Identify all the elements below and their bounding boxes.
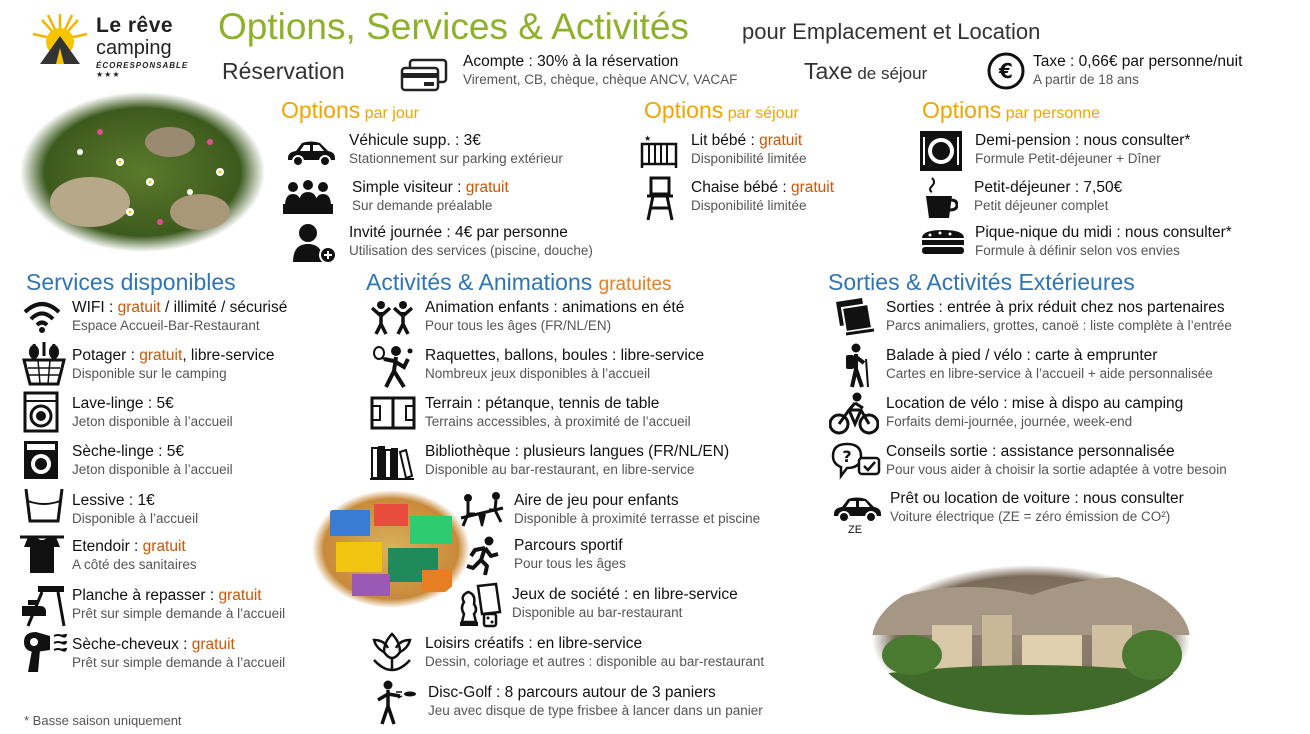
sorties-item-4 [886,442,1227,478]
item-title: Parcours sportif [514,537,623,554]
gratuit-label: gratuit [191,636,235,653]
item-value: : [205,587,219,604]
dryer-icon [23,440,59,480]
item-title: Lessive [72,492,125,509]
gratuit-label: gratuit [218,587,262,604]
item-title: Véhicule supp. [349,132,451,149]
item-sub: Pour tous les âges (FR/NL/EN) [425,318,612,333]
activites-item-6 [514,536,626,572]
dinner-plate-icon [920,131,962,171]
services-item-4 [72,442,233,478]
gratuit-label: gratuit [117,299,161,316]
item-sub: Sur demande préalable [352,198,493,213]
item-title: Simple visiteur [352,179,453,196]
item-sub: Formule à définir selon vos envies [975,243,1180,258]
item-title: Animation enfants [425,299,550,316]
services-item-6 [72,537,197,573]
item-value: : [126,347,140,364]
item-sub: Espace Accueil-Bar-Restaurant [72,318,260,333]
item-sub: Disponible au bar-restaurant [512,605,683,620]
item-title: Loisirs créatifs [425,635,525,652]
ze-label: ZE [848,524,863,536]
item-title: WIFI [72,299,105,316]
options-personne-item-2 [974,178,1122,214]
item-after: , libre-service [182,347,275,364]
item-value: : [452,179,466,196]
services-item-1 [72,298,287,334]
services-heading: Services disponibles [26,269,236,295]
vegetable-basket-icon [22,342,66,386]
item-sub: A côté des sanitaires [72,557,197,572]
item-value: : 5€ [153,443,185,460]
item-title: Lit bébé [691,132,747,149]
baby-bed-icon [640,132,678,168]
item-title: Demi-pension [975,132,1071,149]
options-jour-heading [281,97,419,124]
item-title: Terrain [425,395,473,412]
item-after: / illimité / sécurisé [160,299,288,316]
tickets-icon [832,296,876,336]
item-value: : 7,50€ [1070,179,1123,196]
item-title: Balade à pied / vélo [886,347,1023,364]
options-jour-item-2 [352,178,509,214]
electric-car-icon [830,496,884,538]
flowers-photo [20,92,265,252]
page-subtitle: pour Emplacement et Location [742,19,1041,44]
gratuit-label: gratuit [139,347,183,364]
item-sub: Parcs animaliers, grottes, canoë : liste complète à l’entrée [886,318,1232,333]
item-sub: Utilisation des services (piscine, douche) [349,243,593,258]
activites-item-9 [428,683,763,719]
item-value: : 4€ par personne [442,224,568,241]
item-title: Sèche-cheveux [72,636,179,653]
item-sub: Dessin, coloriage et autres : disponible au bar-restaurant [425,654,765,669]
options-personne-suffix: par personne [1001,105,1100,122]
acompte-sub: Virement, CB, chèque, chèque ANCV, VACAF [463,72,738,87]
item-title: Jeux de société [512,586,620,603]
sandwich-icon [920,228,966,256]
gratuit-label: gratuit [790,179,835,196]
item-value: : 5€ [143,395,174,412]
item-value: : libre-service [607,347,705,364]
item-value: : nous consulter [1070,490,1184,507]
books-icon [370,444,414,480]
logo-line2: camping [96,37,172,59]
svg-text:€: € [999,59,1013,83]
item-value: : en libre-service [619,586,738,603]
item-sub: Terrains accessibles, à proximité de l’accueil [425,414,691,429]
logo-line1: Le rêve [96,14,174,37]
sun-logo-icon [28,10,92,68]
item-value: : nous consulter* [1070,132,1191,149]
activites-item-7 [512,585,738,621]
options-personne-title: Options [922,97,1002,123]
item-title: Lave-linge [72,395,144,412]
taxe-heading [804,58,927,85]
item-sub: Voiture électrique (ZE = zéro émission de CO²) [890,509,1171,524]
item-title: Location de vélo [886,395,999,412]
item-title: Potager [72,347,127,364]
activites-item-4 [425,442,729,478]
bicycle-icon [829,392,879,436]
detergent-icon [24,487,64,523]
washing-machine-icon [23,391,59,433]
board-games-photo [312,490,470,608]
options-personne-item-3 [975,223,1232,259]
sorties-item-5 [890,489,1184,525]
item-sub: Pour tous les âges [514,556,626,571]
item-value: : 3€ [450,132,481,149]
options-jour-item-1 [349,131,563,167]
item-title: Sèche-linge [72,443,154,460]
services-item-7 [72,586,285,622]
item-sub: Disponible à l’accueil [72,511,199,526]
board-game-icon [456,582,502,628]
credit-card-icon [400,58,450,92]
page-title: Options, Services & Activités [218,6,689,47]
activites-item-5 [514,491,760,527]
clothesline-icon [20,533,64,575]
gratuit-label: gratuit [465,179,509,196]
services-item-5 [72,491,198,527]
hair-dryer-icon [20,630,68,674]
item-value: : 1€ [124,492,155,509]
taxe-title: Taxe [1033,53,1066,70]
taxe-heading-main: Taxe [804,58,853,84]
car-icon [284,140,338,166]
item-sub: Disponible au bar-restaurant, en libre-service [425,462,695,477]
sorties-item-2 [886,346,1213,382]
item-title: Petit-déjeuner [974,179,1071,196]
taxe-sub: A partir de 18 ans [1033,72,1139,87]
item-title: Sorties [886,299,935,316]
acompte-value: : 30% à la réservation [524,53,679,70]
item-value: : entrée à prix réduit chez nos partenaires [934,299,1225,316]
activites-item-2 [425,346,704,382]
item-value: : 8 parcours autour de 3 paniers [491,684,716,701]
runner-icon [465,536,501,576]
iron-board-icon [20,582,68,628]
options-sejour-item-1 [691,131,807,167]
village-photo [872,565,1190,715]
field-icon [370,396,416,430]
item-title: Invité journée [349,224,443,241]
activites-item-1 [425,298,684,334]
item-value: : assistance personnalisée [987,443,1175,460]
item-sub: Disponibilité limitée [691,198,807,213]
activites-title-suffix: gratuites [598,274,672,295]
children-icon [370,300,414,336]
item-title: Pique-nique du midi [975,224,1113,241]
item-sub: Prêt sur simple demande à l’accueil [72,655,286,670]
item-sub: Jeton disponible à l’accueil [72,462,233,477]
acompte-title: Acompte [463,53,525,70]
options-sejour-item-2 [691,178,834,214]
taxe-value: : 0,66€ par personne/nuit [1065,53,1243,70]
item-sub: Stationnement sur parking extérieur [349,151,563,166]
item-title: Aire de jeu pour enfants [514,492,679,509]
services-item-3 [72,394,233,430]
item-sub: Pour vous aider à choisir la sortie adaptée à votre besoin [886,462,1227,477]
activites-item-8 [425,634,764,670]
item-value: : plusieurs langues (FR/NL/EN) [510,443,730,460]
sorties-heading: Sorties & Activités Extérieures [828,269,1135,295]
footnote: * Basse saison uniquement [24,713,182,728]
disc-golf-icon [376,680,426,726]
playground-icon [459,492,505,528]
item-title: Raquettes, ballons, boules [425,347,608,364]
item-sub: Nombreux jeux disponibles à l’accueil [425,366,651,381]
gratuit-label: gratuit [142,538,186,555]
item-title: Prêt ou location de voiture [890,490,1071,507]
advice-chat-icon [831,442,881,480]
options-jour-suffix: par jour [360,105,419,122]
services-item-8 [72,635,285,671]
euro-icon [987,52,1025,90]
item-value: : animations en été [549,299,685,316]
logo [28,10,198,79]
visitors-icon [283,180,333,216]
high-chair-icon [645,176,675,222]
item-title: Chaise bébé [691,179,779,196]
item-value: : nous consulter* [1112,224,1232,241]
item-sub: Disponible à proximité terrasse et piscine [514,511,761,526]
activites-item-3 [425,394,691,430]
item-sub: Disponible sur le camping [72,366,227,381]
options-jour-title: Options [281,97,361,123]
creative-tulip-icon [370,632,414,676]
activites-heading [366,269,672,296]
hiker-icon [838,343,872,389]
acompte-item [463,52,737,88]
item-value: : carte à emprunter [1022,347,1158,364]
wifi-icon [22,300,62,334]
gratuit-label: gratuit [759,132,803,149]
item-title: Disc-Golf [428,684,492,701]
options-personne-heading [922,97,1100,124]
reservation-heading: Réservation [222,58,345,84]
add-person-icon [292,222,338,264]
sorties-item-3 [886,394,1183,430]
item-title: Bibliothèque [425,443,511,460]
item-sub: Formule Petit-déjeuner + Dîner [975,151,1161,166]
item-sub: Jeton disponible à l’accueil [72,414,233,429]
item-value: : [178,636,192,653]
item-title: Planche à repasser [72,587,206,604]
item-value: : [778,179,791,196]
item-value: : pétanque, tennis de table [472,395,660,412]
options-jour-item-3 [349,223,593,259]
logo-line3: ÉCORESPONSABLE ★★★ [96,61,189,79]
coffee-cup-icon [922,176,958,220]
svg-text:★: ★ [644,134,652,143]
item-sub: Forfaits demi-journée, journée, week-end [886,414,1133,429]
item-title: Conseils sortie [886,443,988,460]
options-sejour-suffix: par séjour [723,105,799,122]
options-sejour-title: Options [644,97,724,123]
item-value: : en libre-service [524,635,643,652]
item-title: Etendoir [72,538,130,555]
activites-title: Activités & Animations [366,269,593,295]
item-value: : [104,299,118,316]
options-personne-item-1 [975,131,1190,167]
svg-text:?: ? [842,447,852,466]
taxe-heading-small: de séjour [852,64,928,83]
item-sub: Jeu avec disque de type frisbee à lancer dans un panier [428,703,763,718]
services-item-2 [72,346,274,382]
item-value: : [129,538,143,555]
item-sub: Prêt sur simple demande à l’accueil [72,606,286,621]
item-sub: Cartes en libre-service à l’accueil + aide personnalisée [886,366,1213,381]
sorties-item-1 [886,298,1232,334]
item-value: : mise à dispo au camping [998,395,1184,412]
item-sub: Disponibilité limitée [691,151,807,166]
taxe-item [1033,52,1242,88]
item-sub: Petit déjeuner complet [974,198,1109,213]
item-value: : [746,132,760,149]
tennis-player-icon [372,345,416,389]
options-sejour-heading [644,97,799,124]
